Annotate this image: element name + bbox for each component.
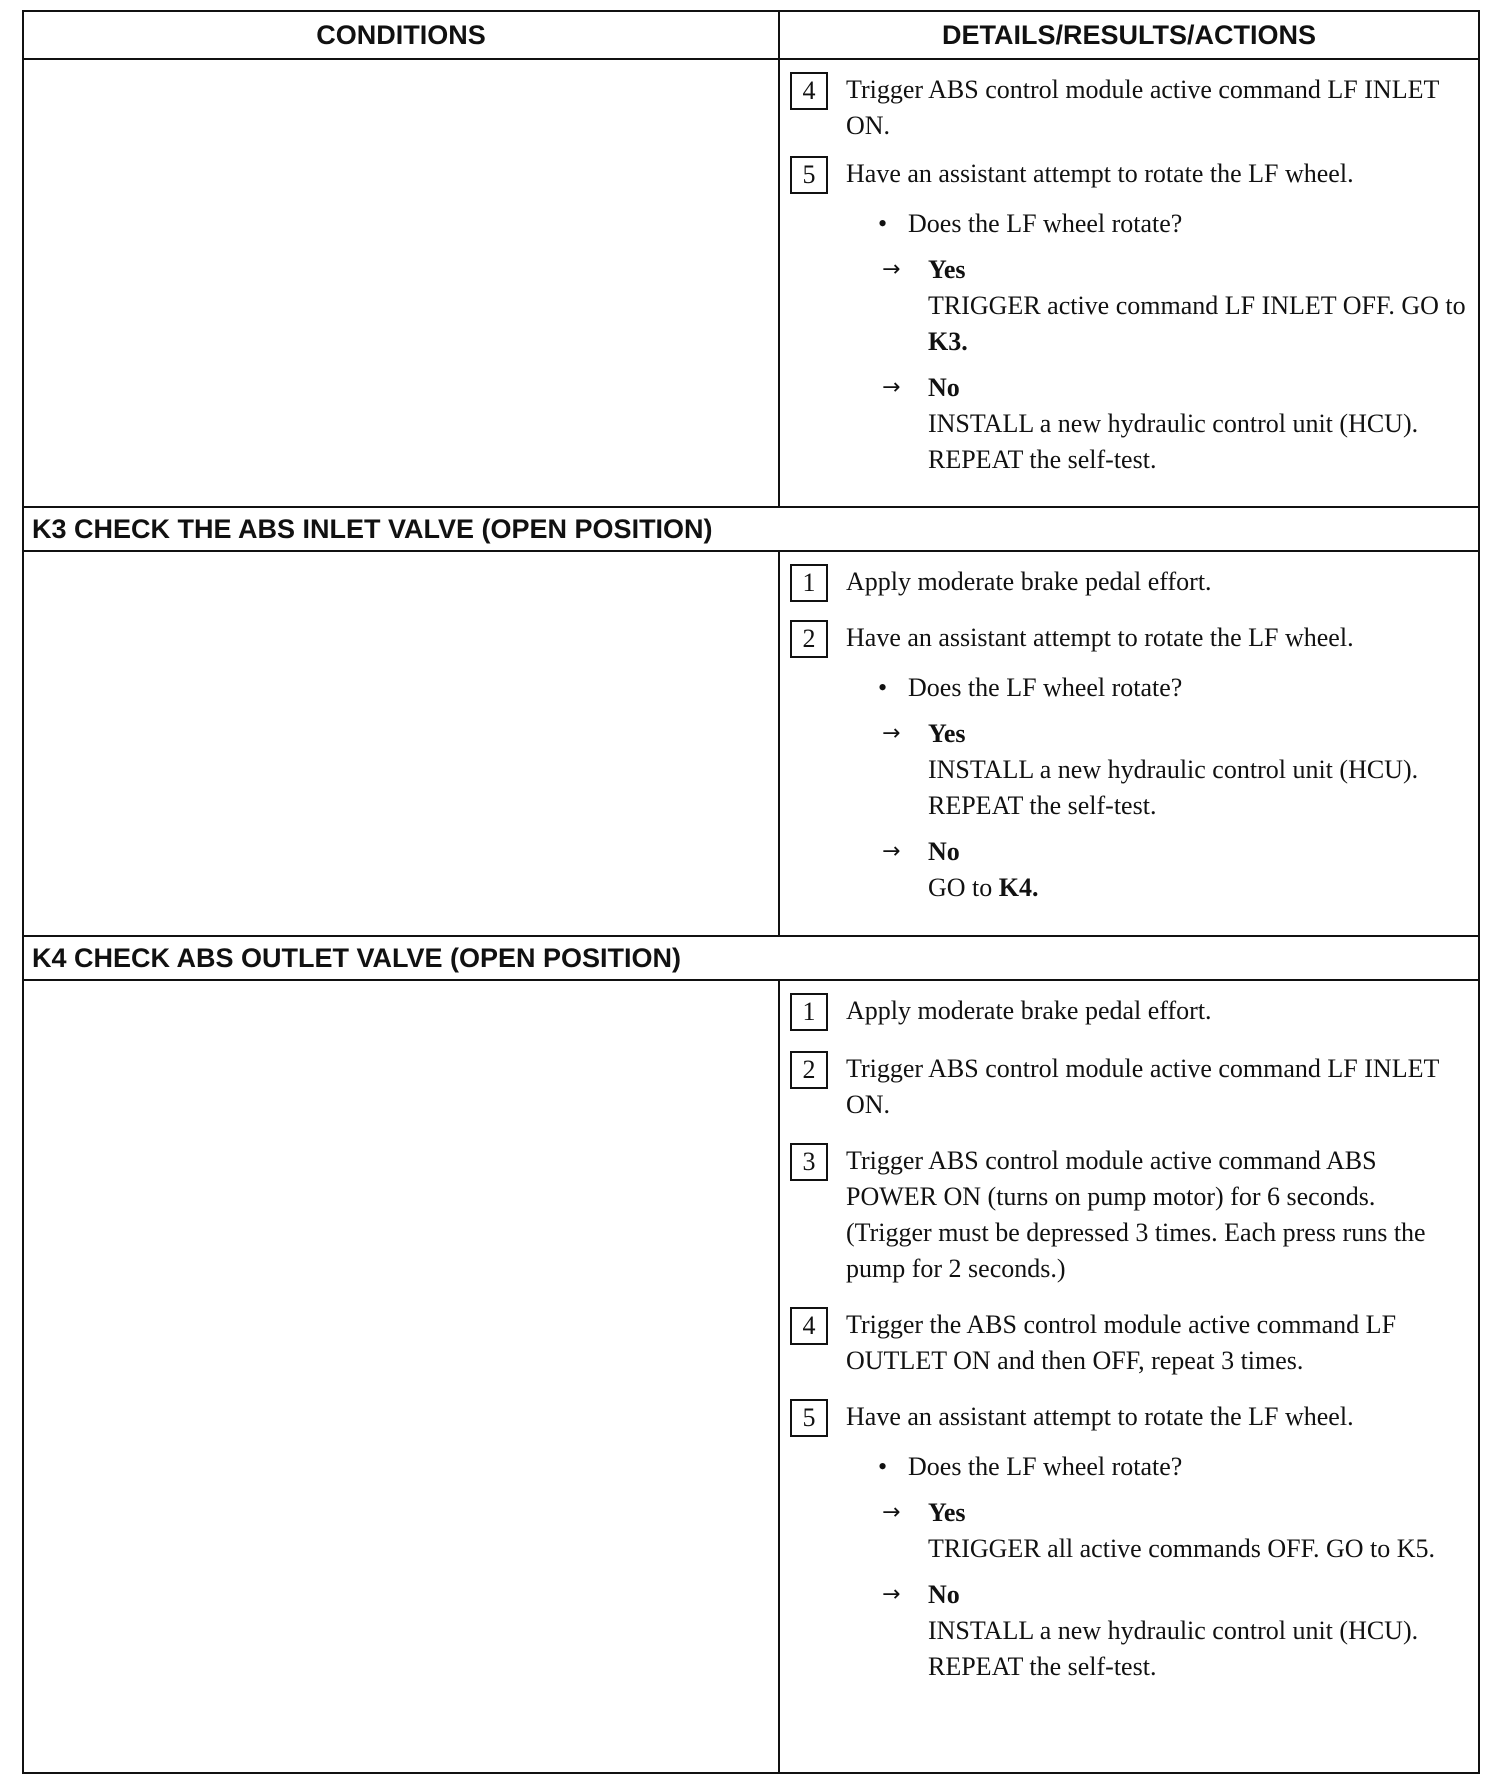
yes-action: INSTALL a new hydraulic control unit (HCU). REPEAT the self-test. bbox=[928, 755, 1419, 820]
conditions-cell bbox=[24, 552, 780, 935]
table-row bbox=[24, 60, 1478, 508]
yes-label: Yes bbox=[928, 1498, 966, 1527]
bullet-icon: • bbox=[878, 673, 888, 702]
question-text: Does the LF wheel rotate? bbox=[908, 673, 1183, 702]
question bbox=[790, 1449, 1466, 1485]
step-1 bbox=[790, 564, 1466, 602]
step-text: Trigger the ABS control module active command LF OUTLET ON and then OFF, repeat 3 times. bbox=[846, 1310, 1397, 1375]
step-3 bbox=[790, 1143, 1466, 1287]
no-branch bbox=[790, 370, 1466, 478]
yes-branch bbox=[790, 1495, 1466, 1567]
no-label: No bbox=[928, 1580, 960, 1609]
table-row bbox=[24, 552, 1478, 937]
details-cell bbox=[780, 552, 1478, 935]
table-header bbox=[24, 12, 1478, 60]
arrow-right-icon: → bbox=[882, 375, 901, 400]
step-number: 3 bbox=[790, 1143, 828, 1181]
table-row bbox=[24, 981, 1478, 1772]
step-number: 2 bbox=[790, 1051, 828, 1089]
step-number: 1 bbox=[790, 564, 828, 602]
yes-branch bbox=[790, 716, 1466, 824]
conditions-header: CONDITIONS bbox=[24, 12, 780, 58]
step-text: Apply moderate brake pedal effort. bbox=[846, 996, 1212, 1025]
no-branch bbox=[790, 1577, 1466, 1685]
step-text: Have an assistant attempt to rotate the LF wheel. bbox=[846, 623, 1354, 652]
step-number: 5 bbox=[790, 156, 828, 194]
step-text: Have an assistant attempt to rotate the LF wheel. bbox=[846, 159, 1354, 188]
step-5 bbox=[790, 1399, 1466, 1437]
question bbox=[790, 670, 1466, 706]
question-text: Does the LF wheel rotate? bbox=[908, 209, 1183, 238]
yes-action: TRIGGER all active commands OFF. GO to K5. bbox=[928, 1534, 1436, 1563]
k4-reference: K4. bbox=[998, 873, 1039, 902]
conditions-cell bbox=[24, 981, 780, 1772]
bullet-icon: • bbox=[878, 209, 888, 238]
yes-action: TRIGGER active command LF INLET OFF. GO to K3. bbox=[928, 291, 1466, 356]
no-action: GO to K4. bbox=[928, 873, 1039, 902]
section-title-k4: K4 CHECK ABS OUTLET VALVE (OPEN POSITION) bbox=[24, 937, 1478, 981]
arrow-right-icon: → bbox=[882, 839, 901, 864]
question bbox=[790, 206, 1466, 242]
step-text: Trigger ABS control module active command LF INLET ON. bbox=[846, 1054, 1439, 1119]
step-number: 4 bbox=[790, 72, 828, 110]
step-text: Apply moderate brake pedal effort. bbox=[846, 567, 1212, 596]
arrow-right-icon: → bbox=[882, 257, 901, 282]
no-branch bbox=[790, 834, 1466, 906]
yes-label: Yes bbox=[928, 255, 966, 284]
step-text: Trigger ABS control module active command ABS POWER ON (turns on pump motor) for 6 seconds. (Trigger must be depressed 3 times. Each press runs the pump for 2 seconds.) bbox=[846, 1146, 1426, 1283]
details-cell bbox=[780, 981, 1478, 1772]
step-number: 5 bbox=[790, 1399, 828, 1437]
section-title-k3: K3 CHECK THE ABS INLET VALVE (OPEN POSITION) bbox=[24, 508, 1478, 552]
step-4 bbox=[790, 72, 1466, 144]
no-action: INSTALL a new hydraulic control unit (HCU). REPEAT the self-test. bbox=[928, 1616, 1419, 1681]
step-number: 1 bbox=[790, 993, 828, 1031]
bullet-icon: • bbox=[878, 1452, 888, 1481]
step-4 bbox=[790, 1307, 1466, 1379]
details-header: DETAILS/RESULTS/ACTIONS bbox=[941, 19, 1316, 50]
step-number: 4 bbox=[790, 1307, 828, 1345]
no-action: INSTALL a new hydraulic control unit (HCU). REPEAT the self-test. bbox=[928, 409, 1419, 474]
details-cell bbox=[780, 60, 1478, 506]
no-label: No bbox=[928, 837, 960, 866]
step-2 bbox=[790, 620, 1466, 658]
k3-reference: K3. bbox=[928, 327, 968, 356]
diagnostic-table bbox=[22, 10, 1480, 1774]
step-5 bbox=[790, 156, 1466, 194]
arrow-right-icon: → bbox=[882, 1500, 901, 1525]
step-1 bbox=[790, 993, 1466, 1031]
step-number: 2 bbox=[790, 620, 828, 658]
step-text: Have an assistant attempt to rotate the LF wheel. bbox=[846, 1402, 1354, 1431]
arrow-right-icon: → bbox=[882, 721, 901, 746]
step-text: Trigger ABS control module active command LF INLET ON. bbox=[846, 75, 1439, 140]
yes-branch bbox=[790, 252, 1466, 360]
arrow-right-icon: → bbox=[882, 1582, 901, 1607]
step-2 bbox=[790, 1051, 1466, 1123]
conditions-cell bbox=[24, 60, 780, 506]
no-label: No bbox=[928, 373, 960, 402]
question-text: Does the LF wheel rotate? bbox=[908, 1452, 1183, 1481]
yes-label: Yes bbox=[928, 719, 966, 748]
